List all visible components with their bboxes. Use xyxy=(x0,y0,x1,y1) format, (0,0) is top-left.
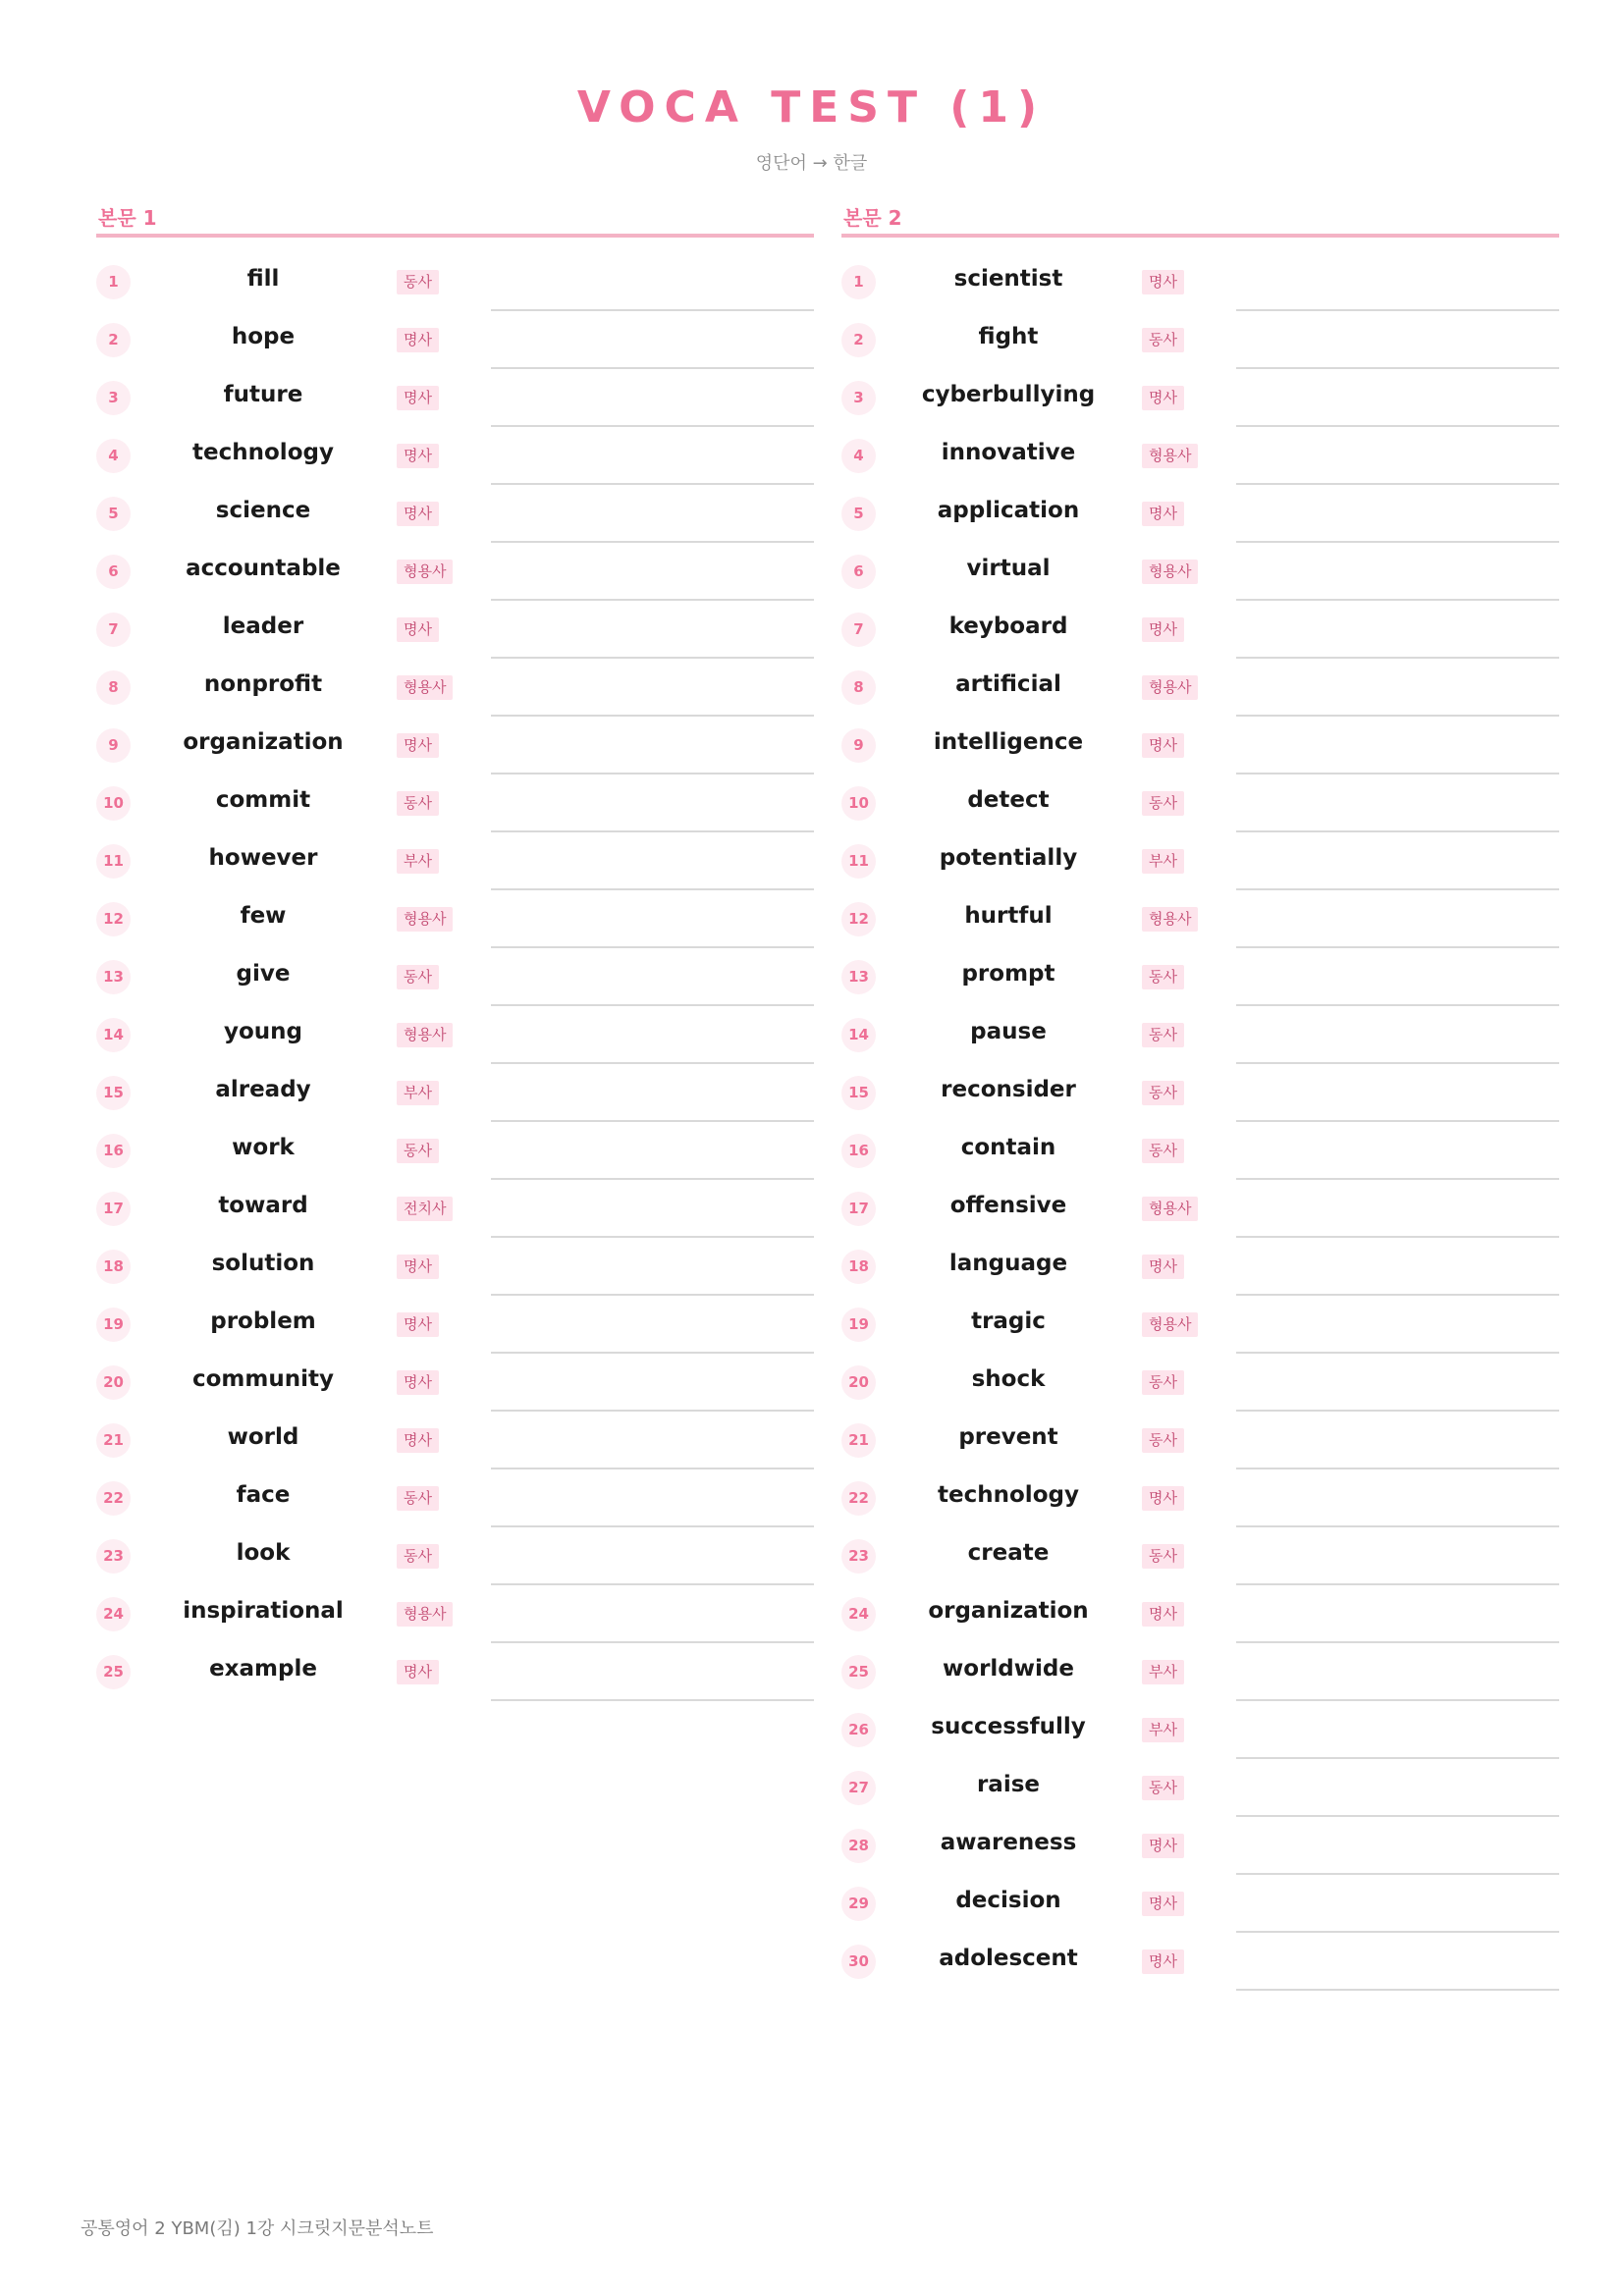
part-of-speech-badge: 동사 xyxy=(397,791,439,816)
part-of-speech-badge: 동사 xyxy=(1142,791,1184,816)
vocab-word: reconsider xyxy=(941,1077,1076,1102)
part-of-speech-badge: 명사 xyxy=(1142,502,1184,526)
vocab-row xyxy=(841,1469,1559,1527)
part-of-speech-badge: 명사 xyxy=(1142,1255,1184,1279)
section-title: 본문 2 xyxy=(843,206,902,230)
vocab-row xyxy=(96,543,814,601)
part-of-speech-badge: 동사 xyxy=(1142,1428,1184,1453)
vocab-word: contain xyxy=(960,1135,1056,1160)
vocab-word: organization xyxy=(928,1598,1089,1624)
item-number: 16 xyxy=(841,1134,876,1168)
vocab-row xyxy=(841,948,1559,1006)
part-of-speech-badge: 동사 xyxy=(397,270,439,294)
item-number: 4 xyxy=(841,439,876,473)
vocab-row xyxy=(841,890,1559,948)
vocab-row xyxy=(96,1527,814,1585)
item-number: 6 xyxy=(841,555,876,589)
section-title: 본문 1 xyxy=(98,206,157,230)
part-of-speech-badge: 명사 xyxy=(1142,1486,1184,1511)
item-number: 24 xyxy=(841,1597,876,1631)
part-of-speech-badge: 형용사 xyxy=(1142,675,1198,700)
item-number: 9 xyxy=(841,728,876,763)
item-number: 7 xyxy=(96,613,131,647)
item-number: 13 xyxy=(841,960,876,994)
part-of-speech-badge: 명사 xyxy=(397,502,439,526)
item-number: 28 xyxy=(841,1829,876,1863)
vocab-word: work xyxy=(232,1135,295,1160)
part-of-speech-badge: 명사 xyxy=(1142,386,1184,410)
part-of-speech-badge: 명사 xyxy=(397,1312,439,1337)
part-of-speech-badge: 동사 xyxy=(1142,1544,1184,1569)
vocab-row xyxy=(841,1354,1559,1412)
vocab-word: accountable xyxy=(186,556,341,581)
part-of-speech-badge: 전치사 xyxy=(397,1197,453,1221)
vocab-row xyxy=(841,659,1559,717)
part-of-speech-badge: 명사 xyxy=(1142,1949,1184,1974)
vocab-row xyxy=(96,832,814,890)
item-number: 27 xyxy=(841,1771,876,1805)
item-number: 9 xyxy=(96,728,131,763)
vocab-row xyxy=(96,1006,814,1064)
vocab-word: science xyxy=(215,498,311,523)
item-number: 2 xyxy=(96,323,131,357)
item-number: 11 xyxy=(96,844,131,879)
vocab-word: toward xyxy=(218,1193,308,1218)
part-of-speech-badge: 명사 xyxy=(397,1255,439,1279)
part-of-speech-badge: 동사 xyxy=(397,1139,439,1163)
vocab-word: technology xyxy=(192,440,334,465)
item-number: 5 xyxy=(96,497,131,531)
vocab-word: artificial xyxy=(955,671,1061,697)
part-of-speech-badge: 명사 xyxy=(1142,1892,1184,1916)
vocab-word: organization xyxy=(183,729,344,755)
item-number: 18 xyxy=(96,1250,131,1284)
vocab-row xyxy=(96,717,814,774)
vocab-list xyxy=(841,253,1559,1991)
item-number: 21 xyxy=(841,1423,876,1458)
vocab-row xyxy=(96,1412,814,1469)
part-of-speech-badge: 부사 xyxy=(1142,1718,1184,1742)
vocab-row xyxy=(841,717,1559,774)
vocab-word: future xyxy=(223,382,303,407)
vocab-word: application xyxy=(937,498,1080,523)
part-of-speech-badge: 명사 xyxy=(397,444,439,468)
vocab-word: inspirational xyxy=(183,1598,344,1624)
vocab-row xyxy=(96,485,814,543)
part-of-speech-badge: 형용사 xyxy=(397,907,453,932)
vocab-word: nonprofit xyxy=(203,671,323,697)
item-number: 18 xyxy=(841,1250,876,1284)
answer-line xyxy=(1236,1989,1559,1991)
vocab-row xyxy=(841,1759,1559,1817)
page-title: VOCA TEST (1) xyxy=(576,82,1047,133)
item-number: 6 xyxy=(96,555,131,589)
item-number: 2 xyxy=(841,323,876,357)
vocab-row xyxy=(96,774,814,832)
vocab-row xyxy=(841,1875,1559,1933)
page-header xyxy=(0,77,1623,175)
item-number: 12 xyxy=(96,902,131,936)
item-number: 1 xyxy=(841,265,876,299)
vocab-row xyxy=(96,253,814,311)
item-number: 1 xyxy=(96,265,131,299)
part-of-speech-badge: 형용사 xyxy=(1142,444,1198,468)
vocab-row xyxy=(841,253,1559,311)
vocab-row xyxy=(96,1296,814,1354)
vocab-row xyxy=(96,1469,814,1527)
vocab-word: successfully xyxy=(931,1714,1086,1739)
item-number: 25 xyxy=(96,1655,131,1689)
part-of-speech-badge: 부사 xyxy=(1142,1660,1184,1684)
vocab-word: fill xyxy=(246,266,280,292)
part-of-speech-badge: 동사 xyxy=(397,965,439,989)
part-of-speech-badge: 동사 xyxy=(1142,1023,1184,1047)
item-number: 8 xyxy=(96,670,131,705)
vocab-list xyxy=(96,253,814,1701)
part-of-speech-badge: 형용사 xyxy=(1142,560,1198,584)
part-of-speech-badge: 형용사 xyxy=(397,675,453,700)
vocab-row xyxy=(841,1006,1559,1064)
answer-line xyxy=(491,1699,814,1701)
item-number: 22 xyxy=(841,1481,876,1516)
part-of-speech-badge: 명사 xyxy=(397,733,439,758)
part-of-speech-badge: 부사 xyxy=(1142,849,1184,874)
item-number: 4 xyxy=(96,439,131,473)
vocab-word: fight xyxy=(978,324,1039,349)
page-subtitle: 영단어 → 한글 xyxy=(755,153,868,174)
part-of-speech-badge: 명사 xyxy=(397,1428,439,1453)
vocab-word: intelligence xyxy=(933,729,1084,755)
item-number: 12 xyxy=(841,902,876,936)
vocab-word: young xyxy=(223,1019,302,1044)
vocab-word: commit xyxy=(215,787,311,813)
part-of-speech-badge: 동사 xyxy=(1142,1139,1184,1163)
item-number: 23 xyxy=(841,1539,876,1574)
vocab-word: example xyxy=(209,1656,317,1682)
part-of-speech-badge: 명사 xyxy=(397,617,439,642)
vocab-row xyxy=(841,832,1559,890)
vocab-word: hurtful xyxy=(964,903,1053,929)
part-of-speech-badge: 명사 xyxy=(397,328,439,352)
section-1 xyxy=(96,196,814,1701)
vocab-row xyxy=(841,311,1559,369)
item-number: 19 xyxy=(96,1308,131,1342)
vocab-word: tragic xyxy=(971,1308,1046,1334)
part-of-speech-badge: 동사 xyxy=(397,1486,439,1511)
item-number: 22 xyxy=(96,1481,131,1516)
vocab-row xyxy=(96,948,814,1006)
vocab-word: keyboard xyxy=(948,614,1068,639)
vocab-row xyxy=(96,427,814,485)
vocab-word: raise xyxy=(976,1772,1041,1797)
vocab-word: cyberbullying xyxy=(921,382,1096,407)
part-of-speech-badge: 동사 xyxy=(1142,1081,1184,1105)
item-number: 24 xyxy=(96,1597,131,1631)
item-number: 13 xyxy=(96,960,131,994)
item-number: 14 xyxy=(841,1018,876,1052)
part-of-speech-badge: 동사 xyxy=(1142,328,1184,352)
item-number: 25 xyxy=(841,1655,876,1689)
vocab-row xyxy=(841,543,1559,601)
part-of-speech-badge: 명사 xyxy=(1142,270,1184,294)
part-of-speech-badge: 형용사 xyxy=(1142,1197,1198,1221)
item-number: 17 xyxy=(96,1192,131,1226)
vocab-row xyxy=(841,1296,1559,1354)
part-of-speech-badge: 명사 xyxy=(397,1370,439,1395)
part-of-speech-badge: 부사 xyxy=(397,1081,439,1105)
part-of-speech-badge: 명사 xyxy=(397,386,439,410)
item-number: 10 xyxy=(841,786,876,821)
vocab-word: language xyxy=(948,1251,1068,1276)
page-footer: 공통영어 2 YBM(김) 1강 시크릿지문분석노트 xyxy=(81,2218,434,2239)
item-number: 15 xyxy=(96,1076,131,1110)
item-number: 20 xyxy=(96,1365,131,1400)
part-of-speech-badge: 동사 xyxy=(1142,1370,1184,1395)
vocab-row xyxy=(841,1412,1559,1469)
part-of-speech-badge: 동사 xyxy=(397,1544,439,1569)
item-number: 15 xyxy=(841,1076,876,1110)
vocab-row xyxy=(96,890,814,948)
item-number: 10 xyxy=(96,786,131,821)
vocab-word: however xyxy=(208,845,318,871)
vocab-word: innovative xyxy=(941,440,1076,465)
vocab-word: potentially xyxy=(939,845,1078,871)
vocab-row xyxy=(96,1122,814,1180)
vocab-word: adolescent xyxy=(939,1946,1078,1971)
vocab-row xyxy=(96,1354,814,1412)
item-number: 5 xyxy=(841,497,876,531)
item-number: 30 xyxy=(841,1945,876,1979)
section-header xyxy=(841,196,1559,238)
item-number: 8 xyxy=(841,670,876,705)
vocab-word: problem xyxy=(210,1308,316,1334)
vocab-word: community xyxy=(192,1366,334,1392)
vocab-row xyxy=(96,601,814,659)
vocab-word: worldwide xyxy=(943,1656,1074,1682)
vocab-word: world xyxy=(227,1424,299,1450)
part-of-speech-badge: 명사 xyxy=(1142,1602,1184,1627)
vocab-word: technology xyxy=(938,1482,1079,1508)
part-of-speech-badge: 명사 xyxy=(397,1660,439,1684)
item-number: 20 xyxy=(841,1365,876,1400)
vocab-row xyxy=(841,1585,1559,1643)
section-header xyxy=(96,196,814,238)
vocab-row xyxy=(841,1643,1559,1701)
vocab-word: decision xyxy=(955,1888,1061,1913)
vocab-word: prompt xyxy=(961,961,1055,987)
item-number: 26 xyxy=(841,1713,876,1747)
item-number: 17 xyxy=(841,1192,876,1226)
vocab-row xyxy=(841,1238,1559,1296)
vocab-row xyxy=(841,427,1559,485)
part-of-speech-badge: 형용사 xyxy=(1142,1312,1198,1337)
part-of-speech-badge: 명사 xyxy=(1142,733,1184,758)
vocab-word: detect xyxy=(967,787,1050,813)
section-2 xyxy=(841,196,1559,1991)
vocab-word: awareness xyxy=(940,1830,1077,1855)
item-number: 19 xyxy=(841,1308,876,1342)
item-number: 29 xyxy=(841,1887,876,1921)
vocab-row xyxy=(841,369,1559,427)
vocab-row xyxy=(841,601,1559,659)
vocab-word: few xyxy=(240,903,287,929)
item-number: 3 xyxy=(96,381,131,415)
part-of-speech-badge: 명사 xyxy=(1142,1834,1184,1858)
vocab-row xyxy=(841,1527,1559,1585)
part-of-speech-badge: 형용사 xyxy=(397,1023,453,1047)
vocab-row xyxy=(841,1701,1559,1759)
item-number: 21 xyxy=(96,1423,131,1458)
item-number: 16 xyxy=(96,1134,131,1168)
vocab-word: look xyxy=(236,1540,291,1566)
vocab-word: give xyxy=(236,961,291,987)
vocab-row xyxy=(96,1585,814,1643)
vocab-word: shock xyxy=(971,1366,1046,1392)
part-of-speech-badge: 형용사 xyxy=(397,1602,453,1627)
vocab-word: hope xyxy=(231,324,296,349)
vocab-word: solution xyxy=(211,1251,315,1276)
vocab-row xyxy=(841,1064,1559,1122)
vocab-row xyxy=(841,1122,1559,1180)
vocab-word: already xyxy=(215,1077,311,1102)
vocab-word: virtual xyxy=(966,556,1051,581)
vocab-row xyxy=(841,1817,1559,1875)
item-number: 14 xyxy=(96,1018,131,1052)
item-number: 3 xyxy=(841,381,876,415)
vocab-row xyxy=(96,1064,814,1122)
vocab-row xyxy=(96,311,814,369)
vocab-row xyxy=(841,485,1559,543)
part-of-speech-badge: 부사 xyxy=(397,849,439,874)
vocab-word: leader xyxy=(222,614,304,639)
part-of-speech-badge: 동사 xyxy=(1142,1776,1184,1800)
vocab-row xyxy=(96,1180,814,1238)
vocab-row xyxy=(96,659,814,717)
part-of-speech-badge: 명사 xyxy=(1142,617,1184,642)
vocab-word: face xyxy=(236,1482,291,1508)
vocab-row xyxy=(841,1180,1559,1238)
item-number: 23 xyxy=(96,1539,131,1574)
vocab-word: scientist xyxy=(953,266,1063,292)
vocab-row xyxy=(841,1933,1559,1991)
vocab-row xyxy=(96,369,814,427)
vocab-row xyxy=(841,774,1559,832)
vocab-row xyxy=(96,1643,814,1701)
vocab-word: offensive xyxy=(949,1193,1067,1218)
vocab-word: pause xyxy=(970,1019,1047,1044)
part-of-speech-badge: 형용사 xyxy=(1142,907,1198,932)
item-number: 7 xyxy=(841,613,876,647)
vocab-word: create xyxy=(967,1540,1050,1566)
part-of-speech-badge: 동사 xyxy=(1142,965,1184,989)
vocab-word: prevent xyxy=(958,1424,1058,1450)
item-number: 11 xyxy=(841,844,876,879)
vocab-row xyxy=(96,1238,814,1296)
part-of-speech-badge: 형용사 xyxy=(397,560,453,584)
